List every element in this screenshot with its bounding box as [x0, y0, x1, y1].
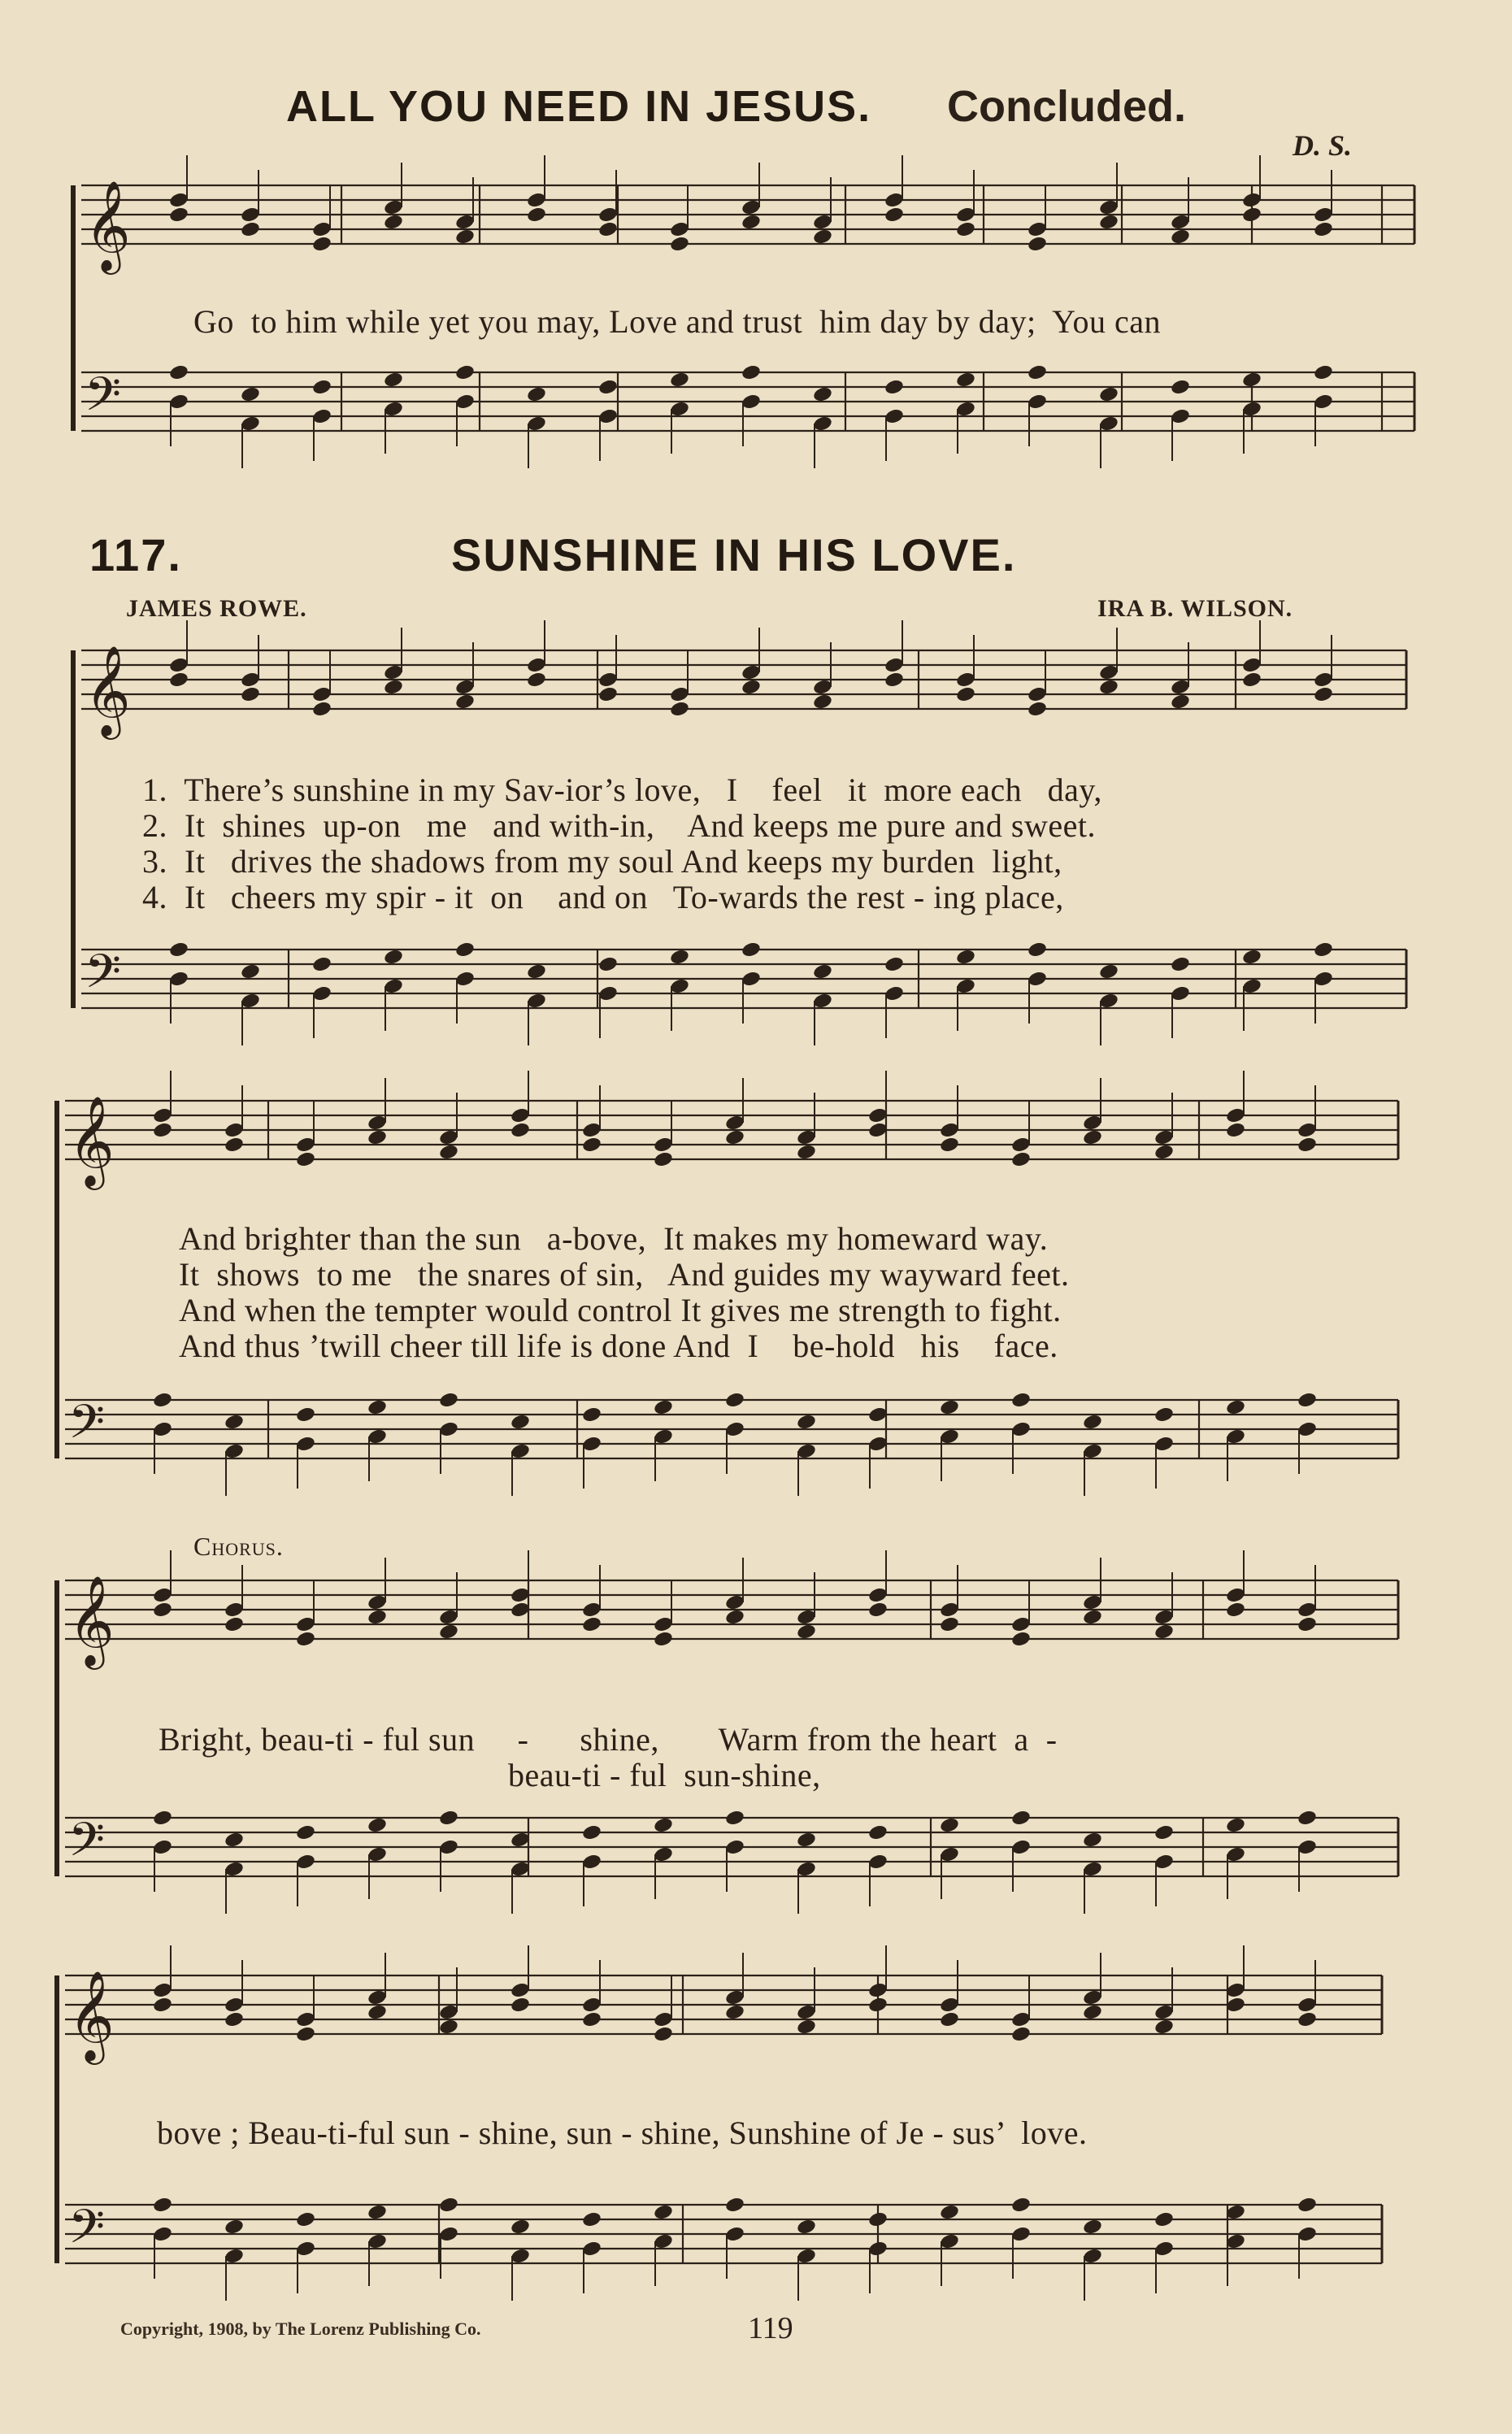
verse-line-3a: 3. It drives the shadows from my soul And keeps my burden light,: [142, 843, 1062, 880]
svg-text:𝄞: 𝄞: [85, 180, 131, 271]
svg-text:𝄢: 𝄢: [85, 367, 122, 433]
concluded-label: Concluded.: [947, 82, 1186, 131]
verse-line-4b: And thus ’twill cheer till life is done And I be-hold his face.: [179, 1328, 1058, 1364]
chorus-lyric-line-2: bove ; Beau-ti-ful sun - shine, sun - shine, Sunshine of Je - sus’ love.: [157, 2115, 1088, 2151]
composer-name: IRA B. WILSON.: [1097, 595, 1293, 622]
chorus-lyric-line-1-alto: beau-ti - ful sun-shine,: [508, 1757, 821, 1793]
verse-line-3b: And when the tempter would control It gives me strength to fight.: [179, 1292, 1062, 1328]
svg-text:𝄞: 𝄞: [68, 1970, 115, 2061]
chorus-lyric-line-1: Bright, beau-ti - ful sun - shine, Warm from the heart a -: [159, 1721, 1058, 1758]
ds-mark: D. S.: [1293, 129, 1353, 162]
svg-text:𝄞: 𝄞: [85, 645, 131, 736]
svg-text:𝄢: 𝄢: [85, 944, 122, 1011]
verse-line-4a: 4. It cheers my spir - it on and on To-wards the rest - ing place,: [142, 879, 1064, 915]
svg-text:𝄢: 𝄢: [68, 1812, 106, 1879]
copyright-notice: Copyright, 1908, by The Lorenz Publishing Co.: [120, 2319, 481, 2339]
verse-line-1b: And brighter than the sun a-bove, It makes my homeward way.: [179, 1220, 1049, 1257]
svg-text:𝄞: 𝄞: [68, 1575, 115, 1666]
lyricist-name: JAMES ROWE.: [126, 595, 307, 622]
verse-line-2b: It shows to me the snares of sin, And guides my wayward feet.: [179, 1256, 1070, 1293]
verse-line-2a: 2. It shines up-on me and with-in, And keeps me pure and sweet.: [142, 807, 1096, 844]
svg-text:𝄞: 𝄞: [68, 1095, 115, 1186]
hymn-title: SUNSHINE IN HIS LOVE.: [451, 529, 1017, 580]
svg-text:𝄢: 𝄢: [68, 1394, 106, 1461]
hymn-number: 117.: [89, 529, 182, 580]
previous-hymn-title: ALL YOU NEED IN JESUS.: [286, 82, 872, 131]
svg-text:𝄢: 𝄢: [68, 2199, 106, 2266]
chorus-label: Chorus.: [193, 1532, 284, 1561]
page-number: 119: [748, 2311, 793, 2345]
verse-line-1a: 1. There’s sunshine in my Sav-ior’s love, I feel it more each day,: [142, 771, 1102, 808]
previous-hymn-lyric: Go to him while yet you may, Love and trust him day by day; You can: [193, 303, 1162, 340]
